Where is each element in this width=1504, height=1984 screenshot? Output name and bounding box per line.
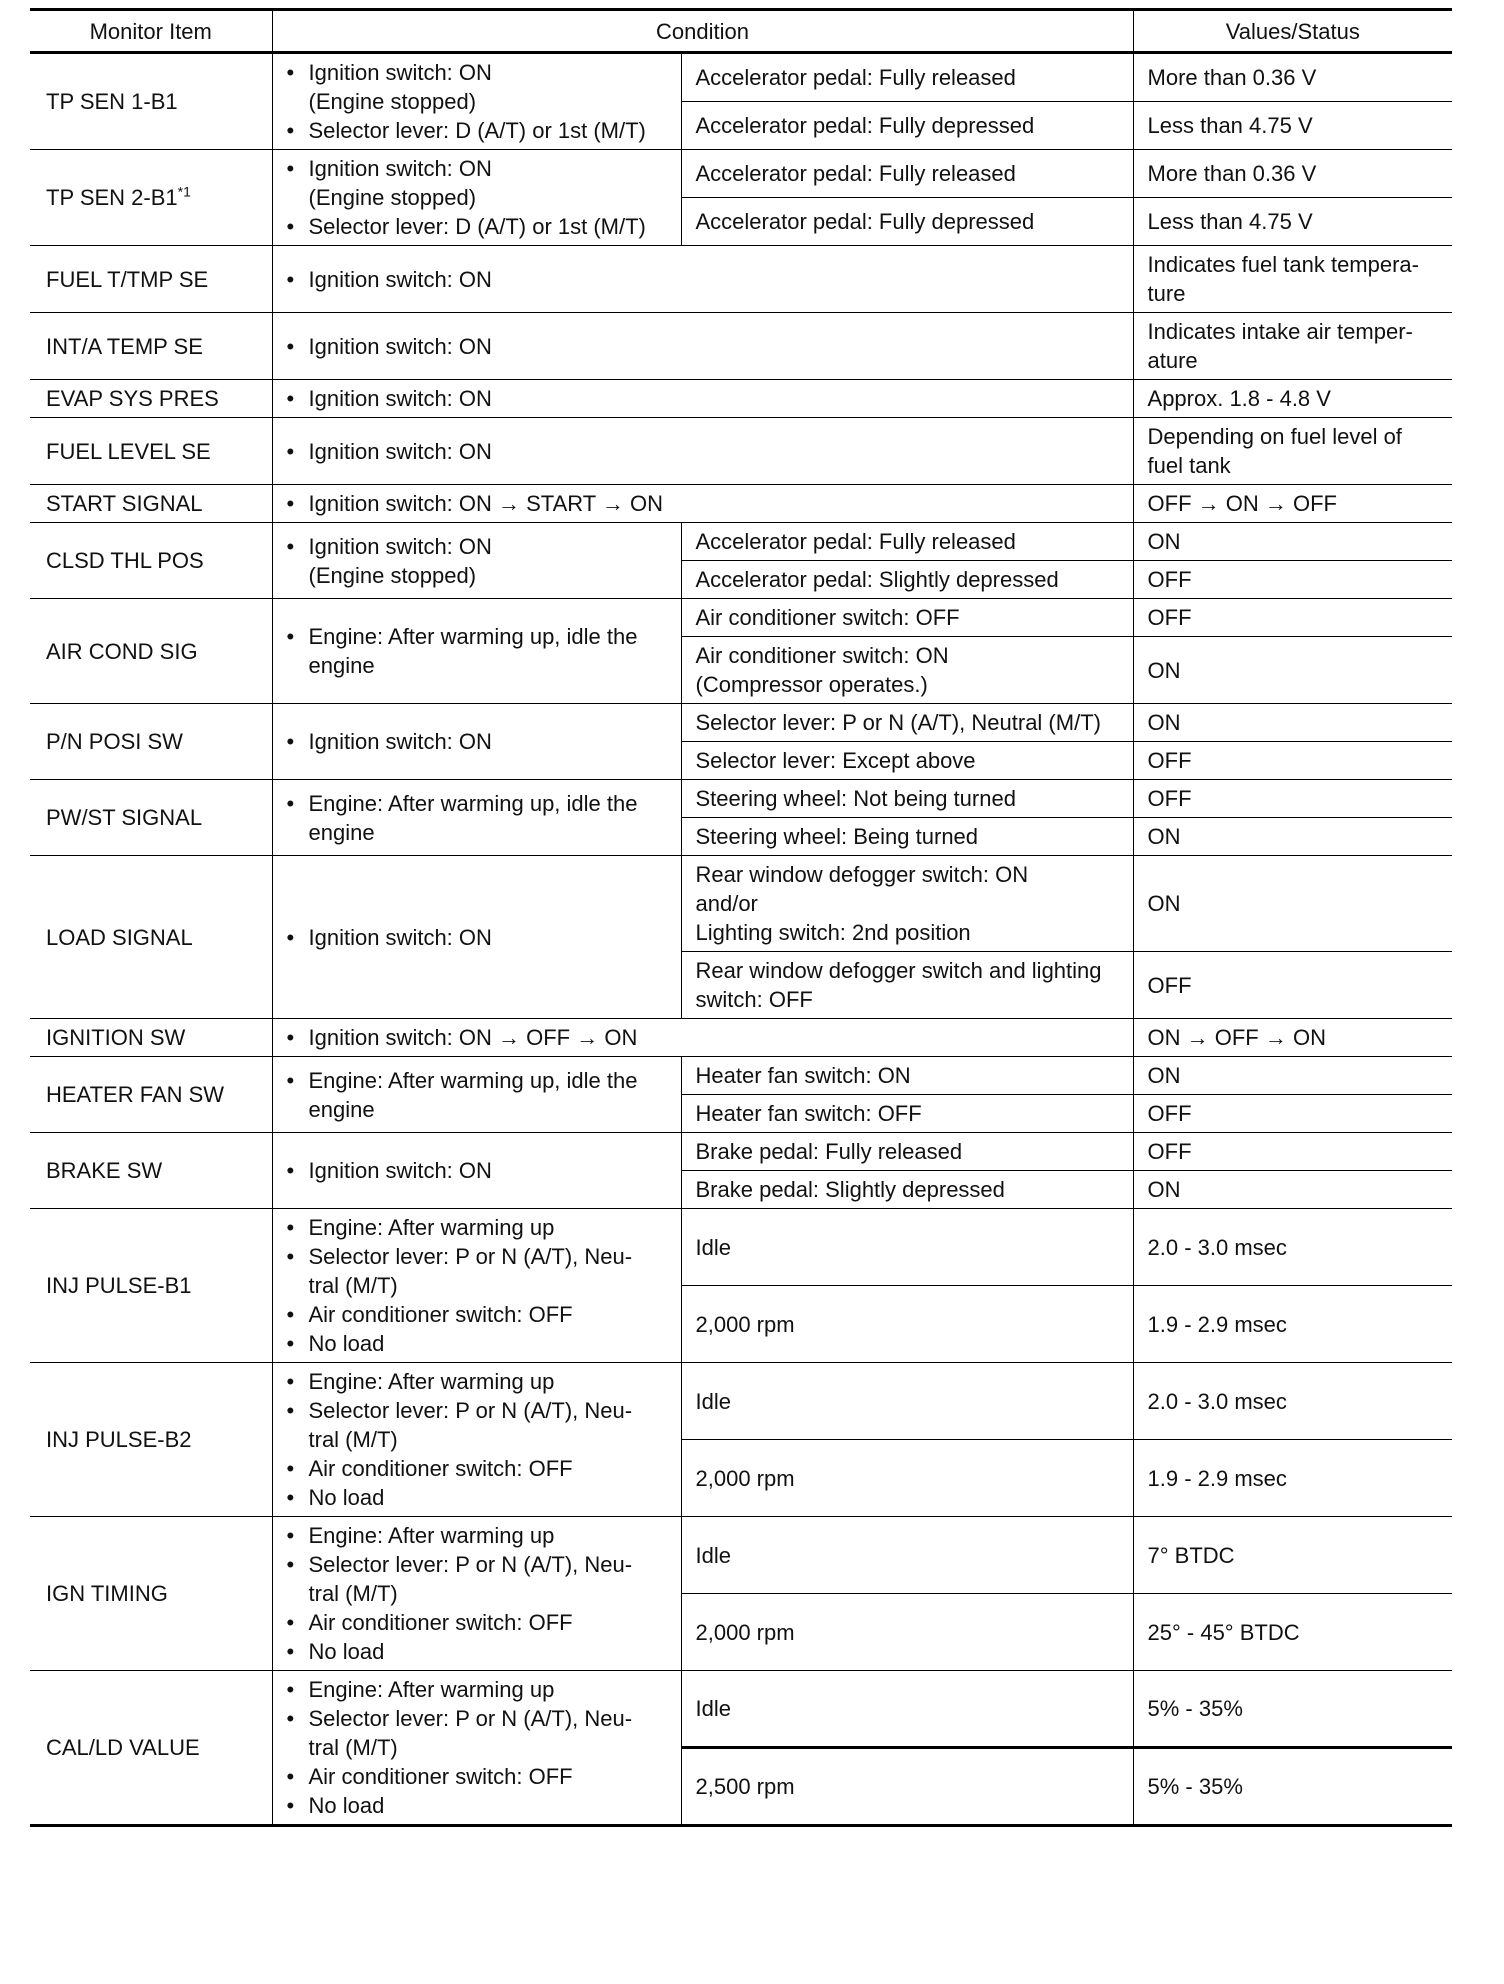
monitor-item-label: TP SEN 2-B1: [46, 185, 178, 210]
monitor-item-cell: [30, 856, 272, 1019]
condition-cell: [272, 1363, 681, 1517]
text-line: • Ignition switch: ON: [308, 533, 492, 559]
condition-bullet: • Ignition switch: ON: [287, 265, 1125, 294]
condition-list: [287, 1675, 673, 1820]
monitor-item-cell: [30, 1517, 272, 1671]
value-cell: [1133, 313, 1452, 380]
value-cell: ON: [1133, 523, 1452, 561]
condition-list: [287, 1066, 673, 1124]
table-row: [30, 1671, 1452, 1748]
monitor-item-label: IGN TIMING: [46, 1581, 168, 1606]
monitor-item-cell: [30, 53, 272, 150]
sub-condition-cell: Selector lever: Except above: [681, 742, 1133, 780]
table-row: [30, 380, 1452, 418]
condition-cell: [272, 599, 681, 704]
condition-bullet: • Engine: After warming up: [287, 1521, 673, 1550]
sub-condition-cell: Brake pedal: Slightly depressed: [681, 1171, 1133, 1209]
value-cell: Approx. 1.8 - 4.8 V: [1133, 380, 1452, 418]
condition-list: [287, 384, 1125, 413]
condition-bullet: • Engine: After warming up: [287, 1675, 673, 1704]
table-row: [30, 313, 1452, 380]
text-line: (Engine stopped): [308, 562, 477, 588]
monitor-item-label: BRAKE SW: [46, 1158, 163, 1183]
text-line: • Engine: After warming up, idle the: [308, 790, 638, 816]
header-condition: Condition: [272, 10, 1133, 53]
condition-cell: [272, 53, 681, 150]
condition-bullet: [287, 532, 673, 590]
monitor-item-label: IGNITION SW: [46, 1025, 186, 1050]
text-line: Depending on fuel level of: [1147, 424, 1402, 449]
condition-bullet: • Air conditioner switch: OFF: [287, 1454, 673, 1483]
condition-cell: [272, 380, 1133, 418]
condition-bullet: [287, 1704, 673, 1762]
value-cell: ON: [1133, 856, 1452, 952]
value-cell: 7° BTDC: [1133, 1517, 1452, 1594]
monitor-item-table: [30, 8, 1452, 1827]
monitor-item-label: TP SEN 1-B1: [46, 89, 178, 114]
condition-list: [287, 1023, 1125, 1052]
text-line: Lighting switch: 2nd position: [695, 920, 971, 945]
sub-condition-cell: Brake pedal: Fully released: [681, 1133, 1133, 1171]
table-header-row: [30, 10, 1452, 53]
value-cell: 5% - 35%: [1133, 1671, 1452, 1748]
text-line: Indicates intake air temper-: [1147, 319, 1413, 344]
table-row: [30, 1133, 1452, 1171]
condition-bullet: [287, 58, 673, 116]
text-line: Rear window defogger switch and lighting: [695, 958, 1102, 983]
table-row: [30, 418, 1452, 485]
sub-condition-cell: [681, 637, 1133, 704]
condition-bullet: [287, 1550, 673, 1608]
sub-condition-cell: [681, 856, 1133, 952]
condition-bullet: • Ignition switch: ON: [287, 727, 673, 756]
monitor-item-label: P/N POSI SW: [46, 729, 183, 754]
value-cell: More than 0.36 V: [1133, 53, 1452, 102]
condition-bullet: • No load: [287, 1637, 673, 1666]
condition-bullet: • Air conditioner switch: OFF: [287, 1300, 673, 1329]
sub-condition-cell: Accelerator pedal: Fully released: [681, 53, 1133, 102]
text-line: ature: [1147, 348, 1198, 373]
condition-cell: [272, 1019, 1133, 1057]
condition-bullet: • Selector lever: D (A/T) or 1st (M/T): [287, 116, 673, 145]
condition-bullet: [287, 1242, 673, 1300]
condition-cell: [272, 485, 1133, 523]
monitor-item-label: CAL/LD VALUE: [46, 1735, 200, 1760]
condition-bullet: • Engine: After warming up: [287, 1213, 673, 1242]
condition-bullet: • Ignition switch: ON → START → ON: [287, 489, 1125, 518]
condition-bullet: • Ignition switch: ON: [287, 1156, 673, 1185]
text-line: Rear window defogger switch: ON: [695, 862, 1029, 887]
condition-list: [287, 332, 1125, 361]
condition-cell: [272, 856, 681, 1019]
monitor-item-label: INJ PULSE-B1: [46, 1273, 192, 1298]
monitor-item-cell: [30, 1133, 272, 1209]
monitor-item-label: AIR COND SIG: [46, 638, 198, 664]
condition-cell: [272, 313, 1133, 380]
text-line: tral (M/T): [308, 1427, 398, 1452]
table-row: [30, 1517, 1452, 1594]
sub-condition-cell: Accelerator pedal: Fully depressed: [681, 198, 1133, 246]
value-cell: ON: [1133, 1057, 1452, 1095]
value-cell: 1.9 - 2.9 msec: [1133, 1286, 1452, 1363]
condition-bullet: • Air conditioner switch: OFF: [287, 1608, 673, 1637]
monitor-item-label: HEATER FAN SW: [46, 1082, 225, 1107]
condition-bullet: • Ignition switch: ON → OFF → ON: [287, 1023, 1125, 1052]
condition-list: [287, 532, 673, 590]
condition-cell: [272, 780, 681, 856]
value-cell: OFF: [1133, 1095, 1452, 1133]
text-line: fuel tank: [1147, 453, 1231, 478]
value-cell: [1133, 418, 1452, 485]
sub-condition-cell: Steering wheel: Being turned: [681, 818, 1133, 856]
condition-bullet: • No load: [287, 1329, 673, 1358]
table-row: [30, 53, 1452, 102]
value-cell: OFF: [1133, 952, 1452, 1019]
condition-bullet: [287, 622, 673, 680]
value-cell: 25° - 45° BTDC: [1133, 1594, 1452, 1671]
monitor-item-cell: [30, 313, 272, 380]
sub-condition-cell: 2,500 rpm: [681, 1747, 1133, 1825]
monitor-item-cell: [30, 599, 272, 704]
table-row: [30, 523, 1452, 561]
value-cell: Less than 4.75 V: [1133, 198, 1452, 246]
value-cell: More than 0.36 V: [1133, 150, 1452, 198]
condition-bullet: [287, 1396, 673, 1454]
text-line: Air conditioner switch: ON: [695, 643, 949, 668]
table-body: [30, 53, 1452, 1826]
monitor-item-label: FUEL LEVEL SE: [46, 438, 211, 464]
sub-condition-cell: 2,000 rpm: [681, 1594, 1133, 1671]
value-cell: OFF: [1133, 561, 1452, 599]
value-cell: ON: [1133, 1171, 1452, 1209]
condition-bullet: [287, 789, 673, 847]
value-cell: 2.0 - 3.0 msec: [1133, 1209, 1452, 1286]
sub-condition-cell: Accelerator pedal: Fully depressed: [681, 102, 1133, 150]
monitor-item-cell: [30, 1671, 272, 1826]
monitor-item-cell: [30, 418, 272, 485]
monitor-item-label: INJ PULSE-B2: [46, 1427, 192, 1452]
table-row: [30, 1057, 1452, 1095]
text-line: (Compressor operates.): [695, 672, 928, 697]
table-row: [30, 856, 1452, 952]
condition-bullet: • Ignition switch: ON: [287, 923, 673, 952]
monitor-item-cell: [30, 780, 272, 856]
value-cell: ON: [1133, 637, 1452, 704]
text-line: and/or: [695, 891, 758, 916]
text-line: switch: OFF: [695, 987, 813, 1012]
value-cell: OFF → ON → OFF: [1133, 485, 1452, 523]
monitor-item-cell: [30, 1209, 272, 1363]
text-line: tral (M/T): [308, 1581, 398, 1606]
condition-bullet: [287, 1066, 673, 1124]
table-row: [30, 246, 1452, 313]
condition-bullet: [287, 154, 673, 212]
table-row: [30, 704, 1452, 742]
sub-condition-cell: Heater fan switch: ON: [681, 1057, 1133, 1095]
monitor-item-label: LOAD SIGNAL: [46, 924, 193, 950]
table-row: [30, 780, 1452, 818]
monitor-item-cell: [30, 485, 272, 523]
monitor-item-cell: [30, 523, 272, 599]
condition-list: [287, 265, 1125, 294]
text-line: • Engine: After warming up, idle the: [308, 624, 638, 649]
text-line: tral (M/T): [308, 1735, 398, 1760]
value-cell: ON → OFF → ON: [1133, 1019, 1452, 1057]
condition-list: [287, 727, 673, 756]
condition-list: [287, 923, 673, 952]
condition-cell: [272, 1133, 681, 1209]
condition-cell: [272, 1209, 681, 1363]
condition-list: [287, 789, 673, 847]
text-line: • Ignition switch: ON: [308, 156, 492, 181]
sub-condition-cell: Accelerator pedal: Slightly depressed: [681, 561, 1133, 599]
condition-bullet: • No load: [287, 1483, 673, 1512]
text-line: ture: [1147, 281, 1186, 306]
value-cell: ON: [1133, 704, 1452, 742]
value-cell: 5% - 35%: [1133, 1747, 1452, 1825]
monitor-item-label: START SIGNAL: [46, 491, 203, 516]
table-row: [30, 1209, 1452, 1286]
monitor-item-label: CLSD THL POS: [46, 548, 204, 573]
monitor-spec-document: [30, 8, 1452, 1827]
monitor-item-label: INT/A TEMP SE: [46, 333, 203, 359]
sub-condition-cell: Heater fan switch: OFF: [681, 1095, 1133, 1133]
sub-condition-cell: Idle: [681, 1517, 1133, 1594]
value-cell: [1133, 246, 1452, 313]
monitor-item-cell: [30, 150, 272, 246]
condition-cell: [272, 1517, 681, 1671]
condition-cell: [272, 1057, 681, 1133]
value-cell: OFF: [1133, 780, 1452, 818]
table-row: [30, 150, 1452, 198]
condition-bullet: • Ignition switch: ON: [287, 332, 1125, 361]
text-line: engine: [308, 653, 375, 678]
text-line: (Engine stopped): [308, 89, 477, 114]
sub-condition-cell: Air conditioner switch: OFF: [681, 599, 1133, 637]
monitor-item-label: PW/ST SIGNAL: [46, 805, 203, 830]
table-row: [30, 1363, 1452, 1440]
condition-list: [287, 489, 1125, 518]
sub-condition-cell: [681, 952, 1133, 1019]
sub-condition-cell: 2,000 rpm: [681, 1286, 1133, 1363]
condition-list: [287, 154, 673, 241]
text-line: engine: [308, 819, 375, 845]
text-line: • Ignition switch: ON: [308, 60, 492, 85]
condition-list: [287, 437, 1125, 466]
sub-condition-cell: Idle: [681, 1671, 1133, 1748]
sub-condition-cell: Accelerator pedal: Fully released: [681, 150, 1133, 198]
table-row: [30, 485, 1452, 523]
monitor-item-label: EVAP SYS PRES: [46, 386, 219, 411]
condition-cell: [272, 1671, 681, 1826]
condition-list: [287, 1367, 673, 1512]
value-cell: OFF: [1133, 1133, 1452, 1171]
text-line: • Selector lever: P or N (A/T), Neu-: [308, 1552, 633, 1577]
text-line: Indicates fuel tank tempera-: [1147, 252, 1419, 277]
monitor-item-cell: [30, 1057, 272, 1133]
condition-bullet: • Ignition switch: ON: [287, 437, 1125, 466]
monitor-item-cell: [30, 704, 272, 780]
value-cell: ON: [1133, 818, 1452, 856]
monitor-item-cell: [30, 1363, 272, 1517]
sub-condition-cell: Idle: [681, 1363, 1133, 1440]
sub-condition-cell: Steering wheel: Not being turned: [681, 780, 1133, 818]
text-line: (Engine stopped): [308, 185, 477, 210]
condition-cell: [272, 246, 1133, 313]
text-line: tral (M/T): [308, 1273, 398, 1298]
condition-bullet: • Engine: After warming up: [287, 1367, 673, 1396]
monitor-item-label: FUEL T/TMP SE: [46, 266, 209, 292]
value-cell: OFF: [1133, 742, 1452, 780]
value-cell: 2.0 - 3.0 msec: [1133, 1363, 1452, 1440]
condition-list: [287, 1156, 673, 1185]
value-cell: OFF: [1133, 599, 1452, 637]
value-cell: 1.9 - 2.9 msec: [1133, 1440, 1452, 1517]
sub-condition-cell: Idle: [681, 1209, 1133, 1286]
text-line: • Selector lever: P or N (A/T), Neu-: [308, 1706, 633, 1731]
footnote-marker: *1: [177, 183, 191, 200]
condition-list: [287, 1521, 673, 1666]
text-line: • Selector lever: P or N (A/T), Neu-: [308, 1398, 633, 1423]
monitor-item-cell: [30, 380, 272, 418]
text-line: • Engine: After warming up, idle the: [308, 1067, 638, 1093]
condition-bullet: • Ignition switch: ON: [287, 384, 1125, 413]
condition-cell: [272, 150, 681, 246]
text-line: • Selector lever: P or N (A/T), Neu-: [308, 1244, 633, 1269]
condition-list: [287, 622, 673, 680]
monitor-item-cell: [30, 1019, 272, 1057]
header-monitor-item: Monitor Item: [30, 10, 272, 53]
sub-condition-cell: Accelerator pedal: Fully released: [681, 523, 1133, 561]
table-row: [30, 599, 1452, 637]
condition-list: [287, 1213, 673, 1358]
condition-list: [287, 58, 673, 145]
condition-cell: [272, 523, 681, 599]
condition-cell: [272, 704, 681, 780]
monitor-item-cell: [30, 246, 272, 313]
header-values-status: Values/Status: [1133, 10, 1452, 53]
condition-bullet: • Air conditioner switch: OFF: [287, 1762, 673, 1791]
table-row: [30, 1019, 1452, 1057]
sub-condition-cell: 2,000 rpm: [681, 1440, 1133, 1517]
text-line: engine: [308, 1096, 375, 1122]
condition-cell: [272, 418, 1133, 485]
value-cell: Less than 4.75 V: [1133, 102, 1452, 150]
condition-bullet: • No load: [287, 1791, 673, 1820]
condition-bullet: • Selector lever: D (A/T) or 1st (M/T): [287, 212, 673, 241]
sub-condition-cell: Selector lever: P or N (A/T), Neutral (M/T): [681, 704, 1133, 742]
